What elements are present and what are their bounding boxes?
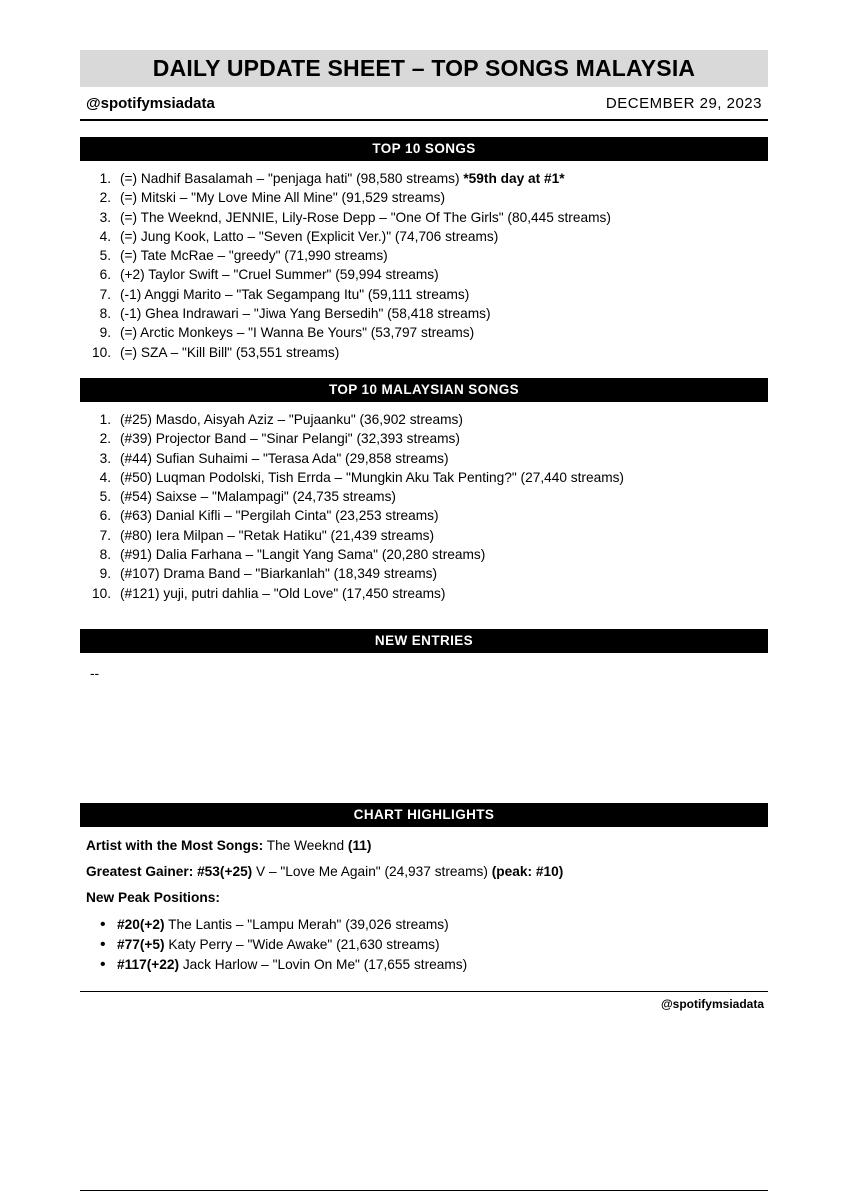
rank-number: 2. bbox=[99, 431, 111, 447]
highlight-label: New Peak Positions: bbox=[86, 889, 220, 905]
rank-number: 5. bbox=[99, 489, 111, 505]
section-header-malaysian-songs: TOP 10 MALAYSIAN SONGS bbox=[80, 378, 768, 402]
highlight-emphasis: (peak: #10) bbox=[491, 863, 564, 879]
rank-number: 6. bbox=[99, 508, 111, 524]
song-item bbox=[86, 526, 768, 545]
song-item bbox=[86, 449, 768, 468]
song-text: (=) Arctic Monkeys – "I Wanna Be Yours" (53,797 streams) bbox=[120, 325, 475, 341]
song-item bbox=[86, 227, 768, 246]
song-text: (#44) Sufian Suhaimi – "Terasa Ada" (29,858 streams) bbox=[120, 450, 449, 466]
date-label: DECEMBER 29, 2023 bbox=[605, 95, 762, 112]
highlight-new-peaks-label bbox=[86, 885, 768, 911]
rank-number: 9. bbox=[99, 325, 111, 341]
song-text: (=) The Weeknd, JENNIE, Lily-Rose Depp – "One Of The Girls" (80,445 streams) bbox=[120, 209, 611, 225]
rank-number: 8. bbox=[99, 547, 111, 563]
new-entries-content: -- bbox=[90, 665, 100, 681]
song-item bbox=[86, 468, 768, 487]
song-item bbox=[86, 564, 768, 583]
rank-number: 1. bbox=[99, 411, 111, 427]
section-header-top-songs: TOP 10 SONGS bbox=[80, 137, 768, 161]
song-text: (=) Nadhif Basalamah – "penjaga hati" (98,580 streams) bbox=[120, 171, 464, 186]
song-text: (#107) Drama Band – "Biarkanlah" (18,349 streams) bbox=[120, 566, 438, 582]
song-text: (-1) Anggi Marito – "Tak Segampang Itu" (59,111 streams) bbox=[120, 286, 470, 302]
peak-position-item bbox=[100, 915, 768, 935]
new-peak-positions-list bbox=[86, 915, 768, 975]
rank-number: 5. bbox=[99, 248, 111, 264]
song-item bbox=[86, 429, 768, 448]
song-text: (-1) Ghea Indrawari – "Jiwa Yang Bersedih" (58,418 streams) bbox=[120, 306, 491, 322]
rank-number: 4. bbox=[99, 469, 111, 485]
song-text: (+2) Taylor Swift – "Cruel Summer" (59,994 streams) bbox=[120, 267, 439, 283]
highlight-greatest-gainer bbox=[86, 859, 768, 885]
section-header-chart-highlights: CHART HIGHLIGHTS bbox=[80, 803, 768, 827]
peak-rank: #117(+22) bbox=[117, 956, 180, 972]
page-title: DAILY UPDATE SHEET – TOP SONGS MALAYSIA bbox=[80, 50, 768, 87]
song-item bbox=[86, 285, 768, 304]
rank-number: 3. bbox=[99, 209, 111, 225]
rank-number: 8. bbox=[99, 306, 111, 322]
song-text: (#80) Iera Milpan – "Retak Hatiku" (21,439 streams) bbox=[120, 527, 435, 543]
song-item bbox=[86, 265, 768, 284]
song-item bbox=[86, 188, 768, 207]
highlight-text: V – "Love Me Again" (24,937 streams) bbox=[252, 863, 492, 879]
song-item bbox=[86, 506, 768, 525]
song-note: *59th day at #1* bbox=[463, 171, 565, 186]
rank-number: 6. bbox=[99, 267, 111, 283]
peak-text: Katy Perry – "Wide Awake" (21,630 streams) bbox=[164, 936, 440, 952]
rank-number: 7. bbox=[99, 286, 111, 302]
highlight-text: The Weeknd bbox=[263, 837, 348, 853]
chart-highlights-block bbox=[80, 833, 768, 975]
song-text: (=) SZA – "Kill Bill" (53,551 streams) bbox=[120, 344, 340, 360]
peak-text: The Lantis – "Lampu Merah" (39,026 streams) bbox=[164, 916, 449, 932]
song-item bbox=[86, 323, 768, 342]
highlight-most-songs bbox=[86, 833, 768, 859]
song-item bbox=[86, 487, 768, 506]
peak-position-item bbox=[100, 955, 768, 975]
song-item bbox=[86, 584, 768, 603]
meta-row bbox=[80, 95, 768, 121]
rank-number: 2. bbox=[99, 190, 111, 206]
song-item bbox=[86, 304, 768, 323]
song-item bbox=[86, 246, 768, 265]
song-item bbox=[86, 343, 768, 362]
rank-number: 4. bbox=[99, 228, 111, 244]
highlight-label: Greatest Gainer: #53(+25) bbox=[86, 863, 253, 879]
footer-handle: @spotifymsiadata bbox=[660, 996, 764, 1011]
song-text: (#91) Dalia Farhana – "Langit Yang Sama" (20,280 streams) bbox=[120, 547, 486, 563]
song-text: (#25) Masdo, Aisyah Aziz – "Pujaanku" (36,902 streams) bbox=[120, 411, 463, 427]
malaysian-songs-list bbox=[80, 410, 768, 603]
song-text: (#50) Luqman Podolski, Tish Errda – "Mungkin Aku Tak Penting?" (27,440 streams) bbox=[120, 469, 624, 485]
rank-number: 1. bbox=[99, 171, 111, 186]
footer-divider bbox=[80, 991, 768, 992]
song-text: (=) Jung Kook, Latto – "Seven (Explicit Ver.)" (74,706 streams) bbox=[120, 228, 499, 244]
top-songs-list bbox=[80, 169, 768, 362]
song-text: (#39) Projector Band – "Sinar Pelangi" (32,393 streams) bbox=[120, 431, 460, 447]
song-item bbox=[86, 545, 768, 564]
song-text: (#63) Danial Kifli – "Pergilah Cinta" (23,253 streams) bbox=[120, 508, 439, 524]
account-handle: @spotifymsiadata bbox=[86, 95, 215, 112]
song-item bbox=[86, 169, 768, 188]
bottom-divider bbox=[80, 1190, 768, 1191]
song-text: (=) Mitski – "My Love Mine All Mine" (91,529 streams) bbox=[120, 190, 446, 206]
peak-rank: #77(+5) bbox=[117, 936, 165, 952]
song-item bbox=[86, 410, 768, 429]
highlight-emphasis: (11) bbox=[347, 837, 372, 853]
song-text: (=) Tate McRae – "greedy" (71,990 streams) bbox=[120, 248, 388, 264]
section-header-new-entries: NEW ENTRIES bbox=[80, 629, 768, 653]
rank-number: 10. bbox=[91, 344, 111, 360]
peak-rank: #20(+2) bbox=[117, 916, 165, 932]
peak-text: Jack Harlow – "Lovin On Me" (17,655 streams) bbox=[179, 956, 468, 972]
rank-number: 7. bbox=[99, 527, 111, 543]
rank-number: 9. bbox=[99, 566, 111, 582]
peak-position-item bbox=[100, 935, 768, 955]
highlight-label: Artist with the Most Songs: bbox=[86, 837, 264, 853]
rank-number: 10. bbox=[91, 585, 111, 601]
song-text: (#121) yuji, putri dahlia – "Old Love" (17,450 streams) bbox=[120, 585, 446, 601]
song-text: (#54) Saixse – "Malampagi" (24,735 streams) bbox=[120, 489, 396, 505]
song-item bbox=[86, 208, 768, 227]
rank-number: 3. bbox=[99, 450, 111, 466]
